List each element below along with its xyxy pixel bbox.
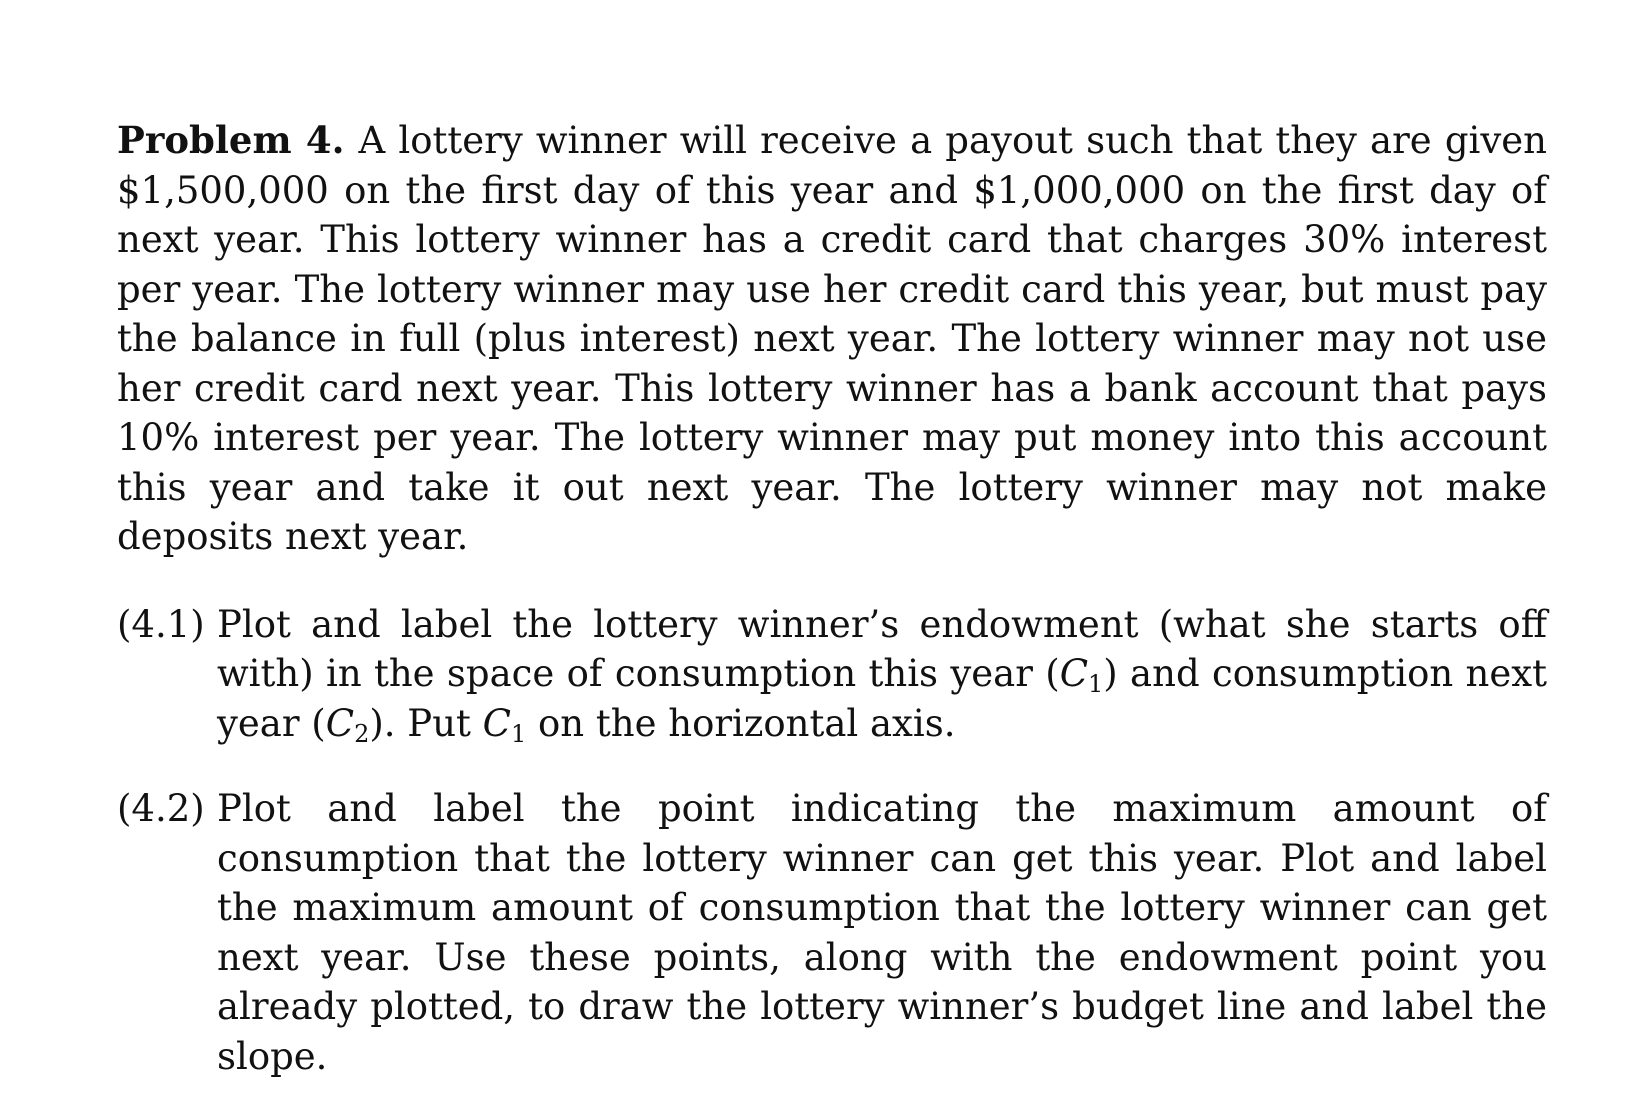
item-text: Plot and label the point indicating the maximum amount of consumption that the lottery winner can get this year. Plot and label the maximum amount of consumption that the lottery winner can get next year. Use these points, along with the endowment point you already plotted, to draw the lottery winner’s budget line and label the slope. — [217, 787, 1547, 1078]
math-variable: C — [1059, 652, 1088, 695]
math-subscript: 1 — [1088, 670, 1104, 698]
math-variable: C — [325, 701, 355, 745]
problem-intro-text: A lottery winner will receive a payout such that they are given $1,500,000 on the first day of this year and $1,000,000 on the first day of next year. This lottery winner has a credit card that charges 30% interest per year. The lottery winner may use her credit card this year, but must pay the balance in full (plus interest) next year. The lottery winner may not use her credit card next year. This lottery winner has a bank account that pays 10% interest per year. The lottery winner may put money into this account this year and take it out next year. The lottery winner may not make deposits next year. — [117, 119, 1547, 558]
problem-paragraph — [117, 116, 1547, 562]
problem-items — [117, 600, 1547, 1082]
problem-title: Problem 4. — [117, 118, 345, 162]
item-number: (4.1) — [117, 602, 205, 646]
item-text-part: ). Put — [369, 701, 483, 745]
item-text-part: on the horizontal axis. — [526, 701, 956, 745]
item-number: (4.2) — [117, 787, 205, 830]
list-item — [117, 784, 1547, 1081]
math-variable: C — [482, 701, 511, 745]
math-subscript: 2 — [354, 719, 370, 748]
list-item — [117, 600, 1547, 749]
item-text-part: Plot and label the lottery winner’s endowment (what she starts off with) in the space of consumption this year ( — [217, 602, 1547, 695]
item-text-part: ) and consumption next year ( — [217, 652, 1548, 745]
math-subscript: 1 — [510, 719, 527, 748]
document-page — [117, 116, 1547, 1117]
